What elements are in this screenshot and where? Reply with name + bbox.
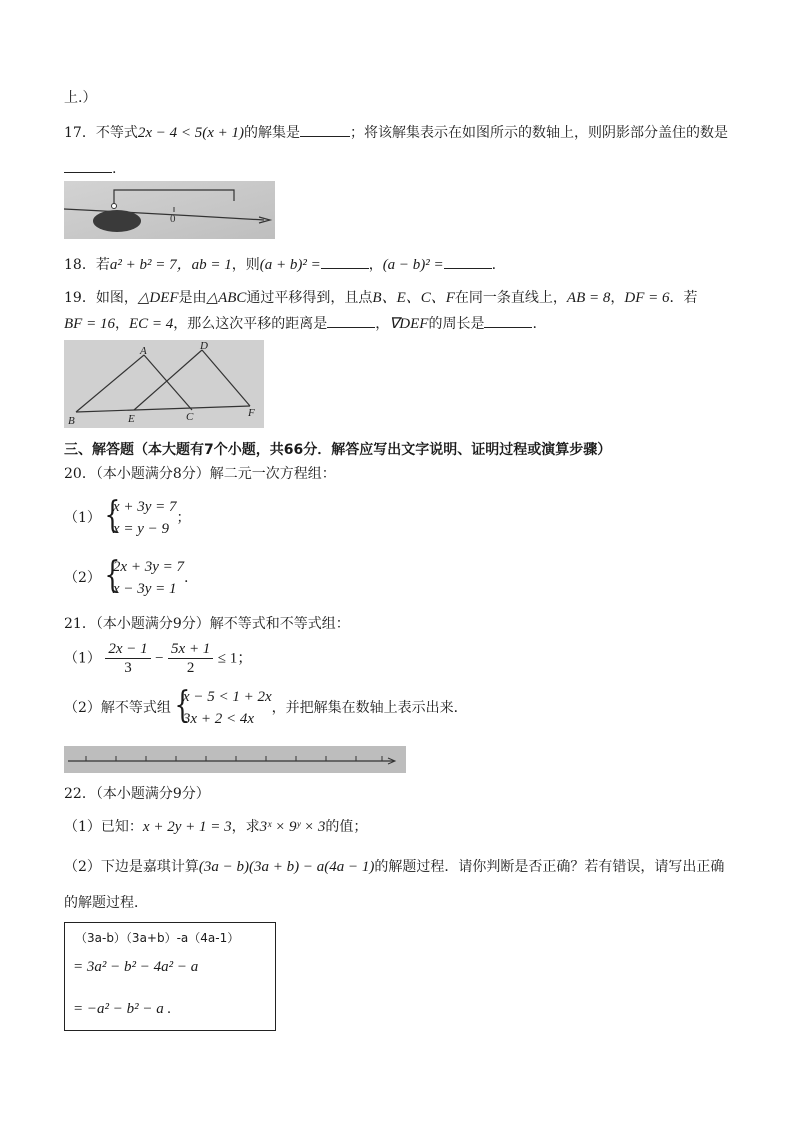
question-text: 在同一条直线上，	[454, 290, 567, 306]
triangle-translation-figure	[64, 340, 264, 428]
relation: ≤ 1；	[217, 650, 253, 667]
question-text: ．若	[669, 290, 698, 306]
question-20-head: 20．（本小题满分8分）解二元一次方程组：	[64, 466, 336, 482]
box-line-3: = −a² − b² − a .	[73, 1001, 172, 1017]
inequality-line: x − 5 < 1 + 2x	[182, 689, 272, 705]
separator: ，	[610, 290, 625, 306]
length-df: DF = 6	[624, 290, 670, 306]
period: .	[532, 316, 537, 332]
question-22-part-2-line-2: 的解题过程．	[64, 895, 148, 911]
label-e: E	[128, 413, 135, 425]
expression-difference-squared: (a − b)² =	[382, 257, 444, 273]
triangle-abc: △ABC	[206, 290, 247, 306]
question-text: 是由	[178, 290, 207, 306]
question-20-part-2	[64, 556, 188, 600]
blank-number-line-photo	[64, 746, 406, 773]
condition-expression: x + 2y + 1 = 3	[142, 819, 232, 835]
answer-blank	[300, 122, 350, 137]
left-brace-icon: {	[104, 495, 121, 536]
equation-line: 2x + 3y = 7	[112, 559, 184, 575]
answer-blank	[64, 158, 112, 173]
question-17-line-2	[64, 158, 116, 179]
length-ec: EC = 4	[128, 316, 174, 332]
question-text: ，那么这次平移的距离是	[173, 316, 328, 332]
question-17-line-1	[64, 122, 728, 143]
part-label: （1）已知：	[64, 819, 143, 835]
section-heading: 三、解答题（本大题有7个小题，共66分．解答应写出文字说明、证明过程或演算步骤）	[64, 442, 612, 458]
question-text: 如图，	[95, 290, 138, 306]
question-text: 的周长是	[428, 316, 485, 332]
period: .	[491, 257, 497, 273]
numerator: 2x − 1	[105, 640, 150, 659]
part-label: （1）	[64, 510, 101, 526]
condition-expression: a² + b² = 7，ab = 1	[109, 257, 232, 273]
denominator: 2	[186, 660, 195, 676]
fraction-2	[168, 640, 213, 677]
question-21-part-1	[64, 640, 252, 677]
points-list: B、E、C、F	[372, 290, 455, 306]
length-bf: BF = 16	[64, 316, 115, 332]
inequality-expression: 2x − 4 < 5(x + 1)	[137, 125, 244, 141]
question-text: ；将该解集表示在如图所示的数轴上，则阴影部分盖住的数是	[350, 125, 728, 141]
length-ab: AB = 8	[566, 290, 611, 306]
question-text: 若	[95, 257, 110, 273]
separator: ，	[114, 316, 129, 332]
separator: ，	[375, 316, 390, 332]
question-text: ，则	[231, 257, 260, 273]
denominator: 3	[124, 660, 132, 676]
number-line-photo	[64, 181, 275, 239]
left-brace-icon: {	[104, 555, 121, 596]
question-18	[64, 254, 496, 275]
expression-sum-squared: (a + b)² =	[259, 257, 321, 273]
minus-sign: −	[155, 650, 164, 667]
part-label: （2）解不等式组	[64, 700, 171, 716]
answer-blank	[444, 254, 492, 269]
compute-expression: (3a − b)(3a + b) − a(4a − 1)	[198, 859, 375, 875]
question-text: ，求	[231, 819, 260, 835]
answer-blank	[321, 254, 369, 269]
equation-system-1	[101, 496, 177, 540]
label-b: B	[68, 415, 75, 427]
question-text: .	[112, 161, 117, 177]
question-21-part-2	[64, 686, 468, 730]
question-text: 不等式	[95, 125, 138, 141]
question-text: 通过平移得到，且点	[246, 290, 373, 306]
open-circle-icon	[112, 204, 117, 209]
part-label: （1）	[64, 650, 101, 667]
triangle-def: △DEF	[137, 290, 179, 306]
question-20-part-1	[64, 496, 190, 540]
label-c: C	[186, 411, 194, 423]
inequality-line: 3x + 2 < 4x	[182, 711, 254, 727]
question-19-line-1	[64, 288, 697, 308]
left-brace-icon: {	[174, 685, 191, 726]
question-21-head: 21．（本小题满分9分）解不等式和不等式组：	[64, 616, 350, 632]
label-f: F	[248, 407, 255, 419]
shaded-region	[93, 210, 141, 232]
separator: ，	[368, 257, 383, 273]
part-label: （2）下边是嘉琪计算	[64, 859, 199, 875]
box-line-2: = 3a² − b² − 4a² − a	[73, 959, 199, 975]
target-expression: 3ˣ × 9ʸ × 3	[259, 819, 326, 835]
box-line-1: （3a-b）（3a+b）-a（4a-1）	[75, 931, 240, 945]
question-19-line-2	[64, 313, 537, 334]
question-22-head: 22．（本小题满分9分）	[64, 786, 210, 802]
solution-process-box	[64, 922, 276, 1031]
equation-line: x + 3y = 7	[112, 499, 177, 515]
question-number: 19．	[64, 290, 96, 306]
tick-label-zero: 0	[170, 213, 176, 225]
numerator: 5x + 1	[168, 640, 213, 659]
label-a: A	[140, 345, 147, 357]
equation-line: x − 3y = 1	[112, 581, 177, 597]
punctuation: ；	[176, 510, 191, 526]
part-label: （2）	[64, 570, 101, 586]
punctuation: .	[183, 570, 189, 586]
question-text: ，并把解集在数轴上表示出来．	[271, 700, 468, 716]
question-number: 17．	[64, 125, 96, 141]
answer-blank	[484, 313, 532, 328]
inequality-system	[171, 686, 272, 730]
answer-blank	[327, 313, 375, 328]
continued-text: 上.）	[64, 90, 97, 106]
fraction-1	[105, 640, 150, 677]
question-22-part-1	[64, 817, 367, 837]
question-text: 的值；	[325, 819, 368, 835]
question-text: 的解集是	[244, 125, 300, 141]
question-number: 18．	[64, 257, 96, 273]
label-d: D	[200, 340, 208, 352]
equation-system-2	[101, 556, 184, 600]
question-text: 的解题过程．请你判断是否正确？若有错误，请写出正确	[374, 859, 725, 875]
equation-line: x = y − 9	[112, 521, 169, 537]
triangle-def-symbol: ∇DEF	[389, 316, 429, 332]
question-22-part-2-line-1	[64, 857, 724, 877]
